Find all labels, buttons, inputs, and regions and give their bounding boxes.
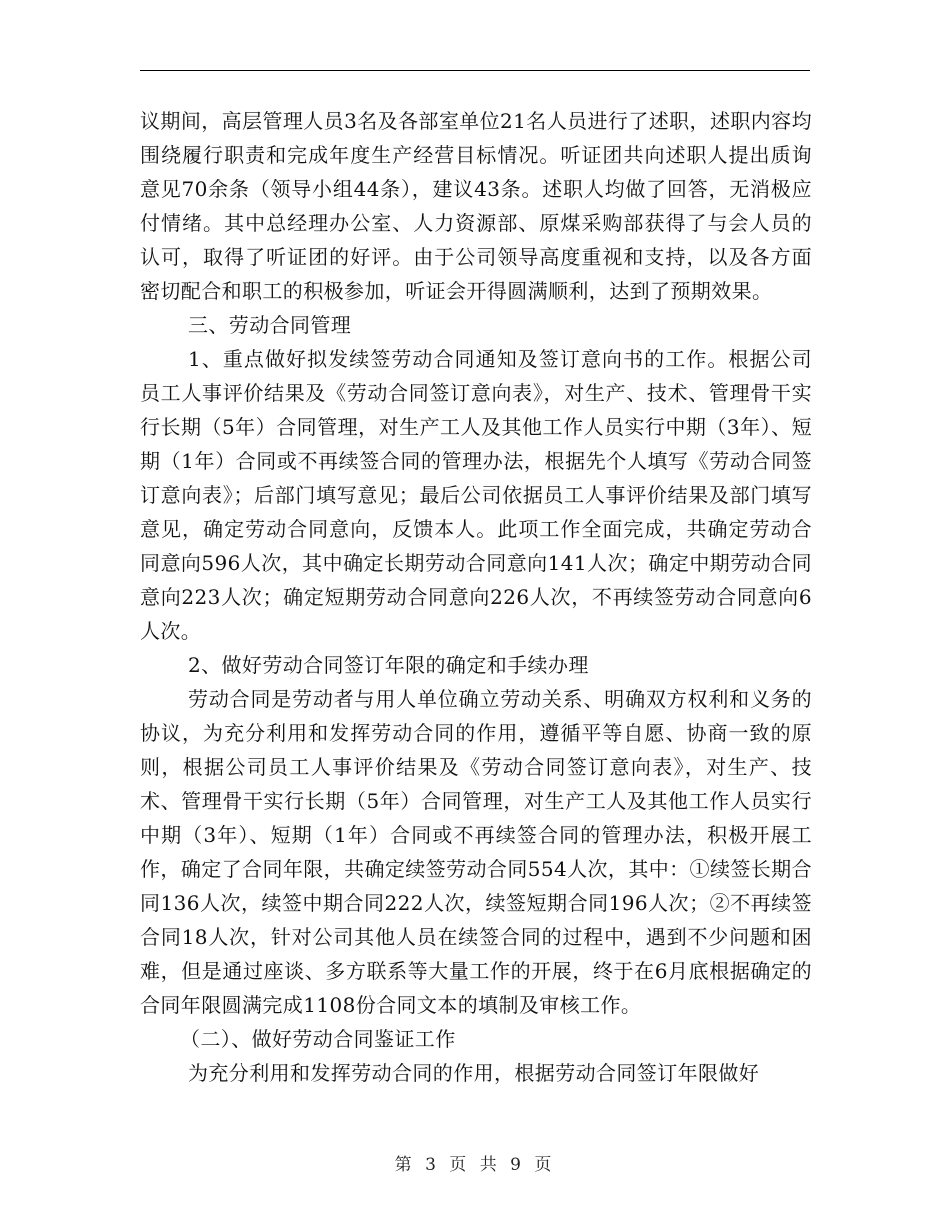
page-number-footer: 第 3 页 共 9 页 [394, 1155, 556, 1175]
document-body [140, 104, 812, 1090]
paragraph-contract-term: 劳动合同是劳动者与用人单位确立劳动关系、明确双方权利和义务的协议，为充分利用和发挥劳动合同的作用，遵循平等自愿、协商一致的原则，根据公司员工人事评价结果及《劳动合同签订意向表》，对生产、技术、管理骨干实行长期（5年）合同管理，对生产工人及其他工作人员实行中期（3年）、短期（1年）合同或不再续签合同的管理办法，积极开展工作，确定了合同年限，共确定续签劳动合同554人次，其中：①续签长期合同136人次，续签中期合同222人次，续签短期合同196人次；②不再续签合同18人次，针对公司其他人员在续签合同的过程中，遇到不少问题和困难，但是通过座谈、多方联系等大量工作的开展，终于在6月底根据确定的合同年限圆满完成1108份合同文本的填制及审核工作。 [140, 687, 812, 1017]
subheading-contract-term: 2、做好劳动合同签订年限的确定和手续办理 [188, 653, 589, 677]
paragraph-contract-verification: 为充分利用和发挥劳动合同的作用，根据劳动合同签订年限做好 [188, 1061, 760, 1085]
section-heading-labor-contract: 三、劳动合同管理 [188, 313, 352, 337]
header-rule [140, 70, 810, 71]
paragraph-hearing-summary: 议期间，高层管理人员3名及各部室单位21名人员进行了述职，述职内容均围绕履行职责和完成年度生产经营目标情况。听证团共向述职人提出质询意见70余条（领导小组44条），建议43条。述职人均做了回答，无消极应付情绪。其中总经理办公室、人力资源部、原煤采购部获得了与会人员的认可，取得了听证团的好评。由于公司领导高度重视和支持，以及各方面密切配合和职工的积极参加，听证会开得圆满顺利，达到了预期效果。 [140, 109, 812, 303]
paragraph-renewal-notice: 1、重点做好拟发续签劳动合同通知及签订意向书的工作。根据公司员工人事评价结果及《劳动合同签订意向表》，对生产、技术、管理骨干实行长期（5年）合同管理，对生产工人及其他工作人员实行中期（3年）、短期（1年）合同或不再续签合同的管理办法，根据先个人填写《劳动合同签订意向表》；后部门填写意见；最后公司依据员工人事评价结果及部门填写意见，确定劳动合同意向，反馈本人。此项工作全面完成，共确定劳动合同意向596人次，其中确定长期劳动合同意向141人次；确定中期劳动合同意向223人次；确定短期劳动合同意向226人次，不再续签劳动合同意向6人次。 [140, 347, 812, 643]
subheading-contract-verification: （二）、做好劳动合同鉴证工作 [180, 1027, 456, 1051]
